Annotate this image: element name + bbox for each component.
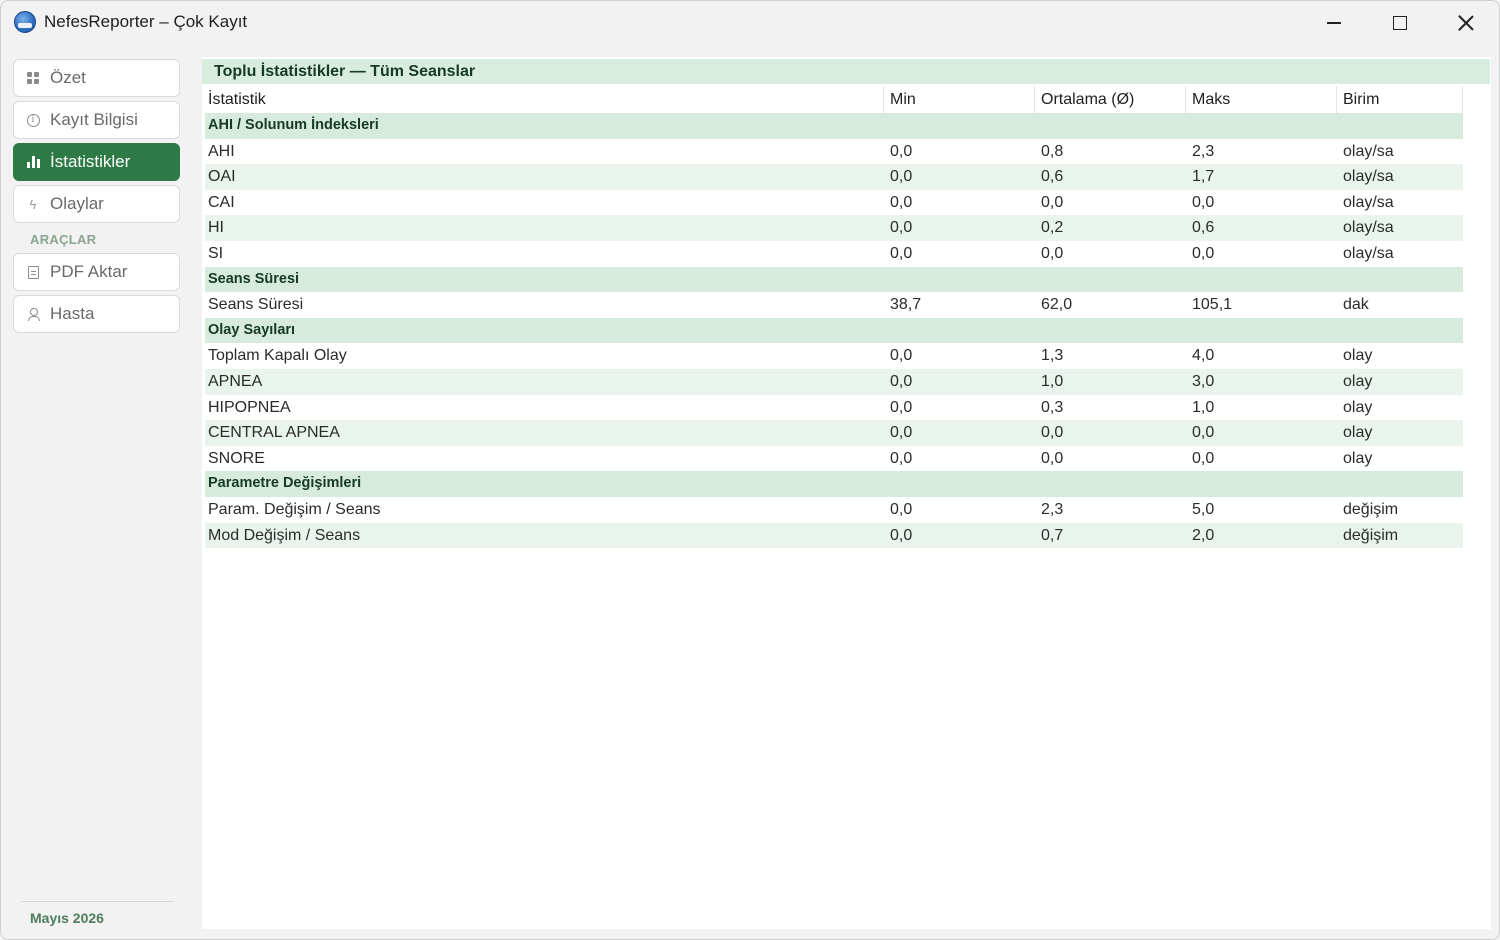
table-header <box>205 86 1463 113</box>
cell-unit: olay <box>1343 449 1373 467</box>
cell-min: 0,0 <box>890 142 913 160</box>
nav-kayit-bilgisi-label: Kayıt Bilgisi <box>50 110 138 129</box>
nav-ozet-button[interactable] <box>13 59 180 97</box>
cell-statistic: Toplam Kapalı Olay <box>208 347 347 365</box>
grid-icon <box>24 69 42 87</box>
group-header-row: AHI / Solunum İndeksleri <box>205 113 1463 139</box>
maximize-icon <box>1393 16 1407 30</box>
tools-section-label: ARAÇLAR <box>30 232 97 247</box>
close-button[interactable] <box>1433 1 1499 45</box>
footer-date: Mayıs 2026 <box>30 910 104 926</box>
bar-chart-icon <box>24 153 42 171</box>
table-row[interactable] <box>205 190 1463 216</box>
cell-statistic: Mod Değişim / Seans <box>208 526 361 544</box>
cell-min: 0,0 <box>890 500 913 518</box>
cell-unit: olay <box>1343 398 1373 416</box>
table-row[interactable] <box>205 292 1463 318</box>
table-row[interactable] <box>205 420 1463 446</box>
cell-min: 0,0 <box>890 193 913 211</box>
nav-olaylar-label: Olaylar <box>50 194 104 213</box>
info-icon: i <box>24 111 42 129</box>
title-bar[interactable] <box>1 1 1500 45</box>
column-header-average[interactable]: Ortalama (Ø) <box>1035 86 1186 113</box>
table-row[interactable] <box>205 446 1463 472</box>
document-icon <box>24 263 42 281</box>
cell-max: 4,0 <box>1192 347 1215 365</box>
table-row[interactable] <box>205 395 1463 421</box>
cell-max: 0,0 <box>1192 193 1215 211</box>
cell-min: 38,7 <box>890 296 922 314</box>
cell-average: 0,6 <box>1041 168 1064 186</box>
panel-title: Toplu İstatistikler — Tüm Seanslar <box>202 59 1490 84</box>
cell-max: 105,1 <box>1192 296 1233 314</box>
group-header-row: Parametre Değişimleri <box>205 471 1463 497</box>
cell-statistic: CAI <box>208 193 235 211</box>
cell-unit: olay/sa <box>1343 244 1394 262</box>
cell-min: 0,0 <box>890 526 913 544</box>
cell-max: 2,3 <box>1192 142 1215 160</box>
column-header-min[interactable]: Min <box>884 86 1035 113</box>
close-icon <box>1458 15 1474 31</box>
group-header-row: Seans Süresi <box>205 267 1463 293</box>
nav-kayit-bilgisi-button[interactable] <box>13 101 180 139</box>
cell-unit: dak <box>1343 296 1369 314</box>
cell-min: 0,0 <box>890 219 913 237</box>
cell-statistic: Seans Süresi <box>208 296 304 314</box>
cell-unit: olay <box>1343 424 1373 442</box>
cell-average: 0,0 <box>1041 449 1064 467</box>
cell-average: 0,0 <box>1041 244 1064 262</box>
table-row[interactable] <box>205 497 1463 523</box>
cell-max: 1,7 <box>1192 168 1215 186</box>
table-row[interactable] <box>205 215 1463 241</box>
cell-min: 0,0 <box>890 449 913 467</box>
minimize-icon <box>1327 22 1341 24</box>
cell-average: 0,0 <box>1041 424 1064 442</box>
table-row[interactable] <box>205 343 1463 369</box>
cell-average: 1,0 <box>1041 372 1064 390</box>
pdf-export-button[interactable] <box>13 253 180 291</box>
cell-min: 0,0 <box>890 424 913 442</box>
cell-unit: olay <box>1343 372 1373 390</box>
cell-statistic: Param. Değişim / Seans <box>208 500 381 518</box>
maximize-button[interactable] <box>1367 1 1433 45</box>
bolt-icon: ϟ <box>29 196 37 212</box>
cell-average: 0,3 <box>1041 398 1064 416</box>
cell-min: 0,0 <box>890 372 913 390</box>
table-row[interactable] <box>205 369 1463 395</box>
table-row[interactable] <box>205 523 1463 549</box>
sidebar <box>1 45 201 940</box>
cell-max: 0,0 <box>1192 449 1215 467</box>
cell-min: 0,0 <box>890 347 913 365</box>
cell-unit: olay/sa <box>1343 219 1394 237</box>
cell-max: 5,0 <box>1192 500 1215 518</box>
pdf-export-label: PDF Aktar <box>50 262 128 281</box>
statistics-panel <box>202 57 1491 929</box>
cell-statistic: HIPOPNEA <box>208 398 291 416</box>
column-header-statistic[interactable]: İstatistik <box>205 86 884 113</box>
cell-average: 2,3 <box>1041 500 1064 518</box>
cell-min: 0,0 <box>890 398 913 416</box>
cell-max: 1,0 <box>1192 398 1215 416</box>
table-row[interactable] <box>205 139 1463 165</box>
cell-unit: olay/sa <box>1343 168 1394 186</box>
group-header-row: Olay Sayıları <box>205 318 1463 344</box>
user-icon <box>24 305 42 323</box>
cell-max: 2,0 <box>1192 526 1215 544</box>
minimize-button[interactable] <box>1301 1 1367 45</box>
cell-unit: olay/sa <box>1343 193 1394 211</box>
cell-max: 0,6 <box>1192 219 1215 237</box>
cell-average: 0,0 <box>1041 193 1064 211</box>
cell-unit: olay <box>1343 347 1373 365</box>
cell-max: 0,0 <box>1192 244 1215 262</box>
window-title: NefesReporter – Çok Kayıt <box>44 12 248 31</box>
patient-label: Hasta <box>50 304 95 323</box>
app-logo-icon <box>14 11 36 33</box>
cell-max: 3,0 <box>1192 372 1215 390</box>
statistics-table <box>205 86 1463 548</box>
cell-max: 0,0 <box>1192 424 1215 442</box>
column-header-max[interactable]: Maks <box>1186 86 1337 113</box>
cell-average: 62,0 <box>1041 296 1073 314</box>
nav-olaylar-button[interactable] <box>13 185 180 223</box>
cell-statistic: HI <box>208 219 224 237</box>
cell-unit: olay/sa <box>1343 142 1394 160</box>
cell-average: 0,7 <box>1041 526 1064 544</box>
patient-button[interactable] <box>13 295 180 333</box>
cell-unit: değişim <box>1343 526 1399 544</box>
table-row[interactable] <box>205 164 1463 190</box>
cell-average: 0,2 <box>1041 219 1064 237</box>
nav-ozet-label: Özet <box>50 68 86 87</box>
table-row[interactable] <box>205 241 1463 267</box>
cell-statistic: OAI <box>208 168 236 186</box>
cell-min: 0,0 <box>890 168 913 186</box>
cell-statistic: APNEA <box>208 372 263 390</box>
cell-unit: değişim <box>1343 500 1399 518</box>
nav-istatistikler-button[interactable] <box>13 143 180 181</box>
cell-statistic: CENTRAL APNEA <box>208 424 340 442</box>
table-body <box>205 113 1463 548</box>
cell-statistic: AHI <box>208 142 235 160</box>
column-header-unit[interactable]: Birim <box>1337 86 1463 113</box>
cell-average: 0,8 <box>1041 142 1064 160</box>
cell-statistic: SNORE <box>208 449 265 467</box>
nav-istatistikler-label: İstatistikler <box>50 152 131 171</box>
cell-min: 0,0 <box>890 244 913 262</box>
sidebar-divider <box>21 901 174 902</box>
cell-average: 1,3 <box>1041 347 1064 365</box>
cell-statistic: SI <box>208 244 224 262</box>
